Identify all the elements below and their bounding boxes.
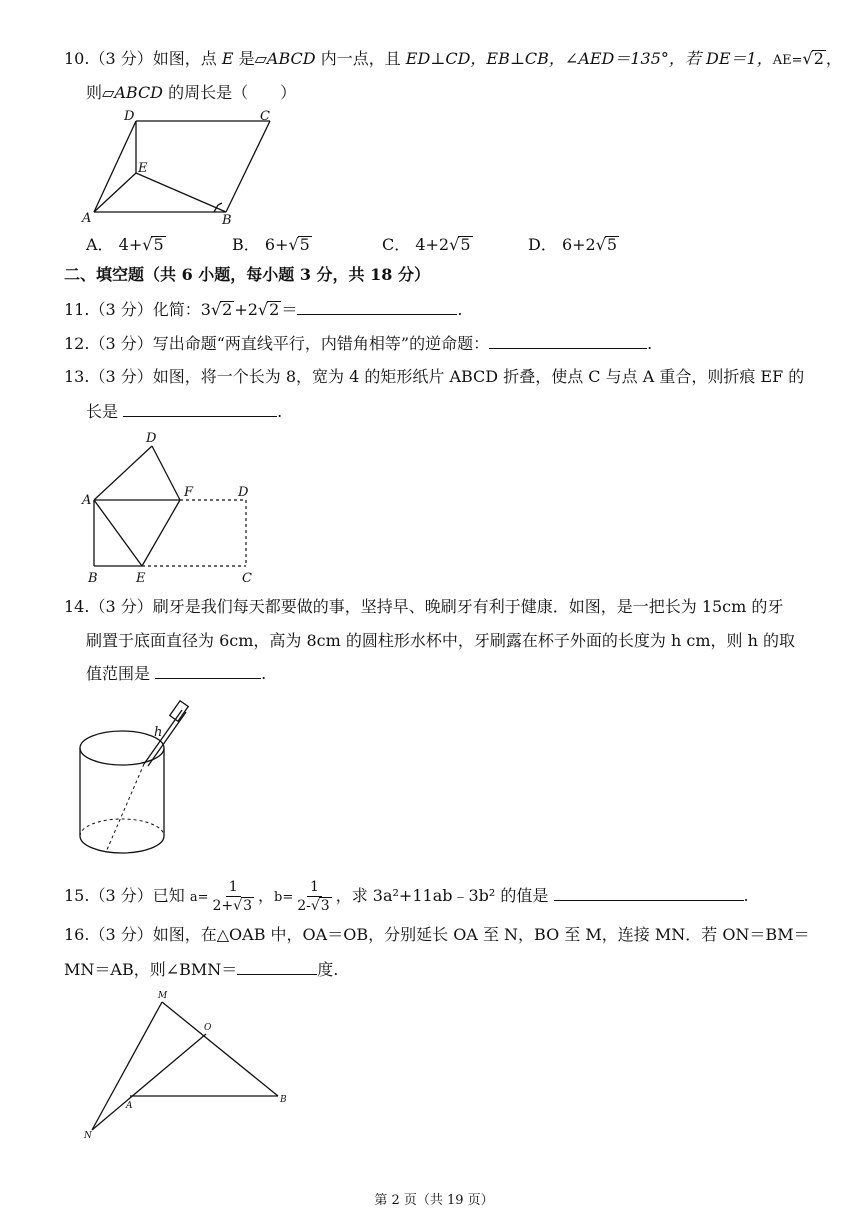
q14-cup-bottom-front [80, 836, 164, 853]
q13-folded-df [152, 446, 180, 500]
q13-label-c: C [242, 571, 252, 586]
q13-seg-ae [94, 500, 142, 566]
q10-seg-ae [94, 173, 136, 212]
q10-option-c[interactable]: C． 4+2√5 [382, 235, 471, 254]
q10-label-a: A [82, 211, 92, 226]
q15-frac-a: $\frac{1}{2+√3}$ [212, 879, 252, 914]
q14-line1: 14.（3 分）刷牙是我们每天都要做的事，坚持早、晚刷牙有利于健康．如图，是一把长为 15cm 的牙 [64, 597, 784, 616]
q14-label-h: h [154, 725, 163, 740]
q10-option-b[interactable]: B． 6+√5 [232, 235, 310, 254]
q15: 15.（3 分）已知 a= $\frac{1}{2+√3}$ ，b= $\frac{1}{2-√3}$ ，求 3a²+11ab﹣3b² 的值是 . [64, 879, 749, 914]
q15-frac-b: $\frac{1}{2-√3}$ [297, 879, 330, 914]
q14-figure [78, 700, 208, 865]
q16-line1: 16.（3 分）如图，在△OAB 中，OA＝OB，分别延长 OA 至 N，BO 至 M，连接 MN．若 ON＝BM＝ [64, 925, 810, 944]
q10-label-d: D [124, 109, 135, 124]
q10-seg-eb [136, 173, 226, 212]
q13-label-a: A [82, 493, 92, 508]
page-footer: 第 2 页（共 19 页） [374, 1193, 494, 1208]
q15-answer-blank[interactable] [554, 884, 744, 901]
q12-answer-blank[interactable] [489, 332, 647, 349]
q13-label-e: E [136, 571, 146, 586]
section2-heading: 二、填空题（共 6 小题，每小题 3 分，共 18 分） [64, 265, 430, 284]
q10-line1: 10.（3 分）如图，点 E 是▱ABCD 内一点，且 ED⊥CD，EB⊥CB，∠AED＝135°，若 DE＝1，AE=√2 ， [64, 49, 842, 68]
q16-label-o: O [204, 1023, 212, 1033]
q16-seg-ona [92, 1034, 206, 1130]
q10-figure [80, 106, 290, 226]
q16-seg-mb [162, 1002, 278, 1096]
q14-brush-head [170, 701, 189, 721]
q14-line2: 刷置于底面直径为 6cm，高为 8cm 的圆柱形水杯中，牙刷露在杯子外面的长度为 h cm，则 h 的取 [86, 631, 795, 650]
q10-label-b: B [222, 213, 232, 228]
q13-line1: 13.（3 分）如图，将一个长为 8，宽为 4 的矩形纸片 ABCD 折叠，使点 C 与点 A 重合，则折痕 EF 的 [64, 367, 805, 386]
q16-label-n: N [84, 1131, 92, 1141]
q16-line2: MN＝AB，则∠BMN＝ 度. [64, 960, 339, 979]
q13-crease-ef [142, 500, 180, 566]
q11-answer-blank[interactable] [297, 298, 457, 315]
q10-option-a[interactable]: A． 4+√5 [86, 235, 164, 254]
q11: 11.（3 分）化简：3√2 +2√2 ＝ . [64, 300, 463, 319]
q16-label-m: M [158, 991, 168, 1001]
q10-option-d[interactable]: D． 6+2√5 [528, 235, 618, 254]
q16-figure [82, 990, 298, 1140]
q10-edge-bc [226, 121, 270, 212]
q13-figure [80, 428, 270, 584]
q14-answer-blank[interactable] [155, 662, 261, 679]
q13-label-d-top: D [146, 431, 157, 446]
q13-label-b: B [88, 571, 98, 586]
q10-label-c: C [260, 109, 270, 124]
q13-line2: 长是 . [86, 402, 283, 421]
q14-brush-handle-a [144, 710, 182, 764]
q10-line2: 则▱ABCD 的周长是（ ） [86, 83, 297, 102]
q13-label-f: F [184, 485, 194, 500]
q10-edge-da [94, 121, 136, 212]
q10-label-e: E [138, 161, 148, 176]
q14-line3: 值范围是 . [86, 664, 267, 683]
q13-answer-blank[interactable] [123, 400, 277, 417]
q14-cup-top [80, 731, 164, 765]
q14-cup-bottom-back [80, 819, 164, 836]
q14-brush-inside [106, 764, 144, 852]
q13-folded-ad [94, 446, 152, 500]
q16-answer-blank[interactable] [237, 958, 317, 975]
q12: 12.（3 分）写出命题“两直线平行，内错角相等”的逆命题： . [64, 334, 653, 353]
q13-label-d: D [238, 485, 249, 500]
q16-label-a: A [126, 1101, 133, 1111]
q16-label-b: B [280, 1095, 287, 1105]
